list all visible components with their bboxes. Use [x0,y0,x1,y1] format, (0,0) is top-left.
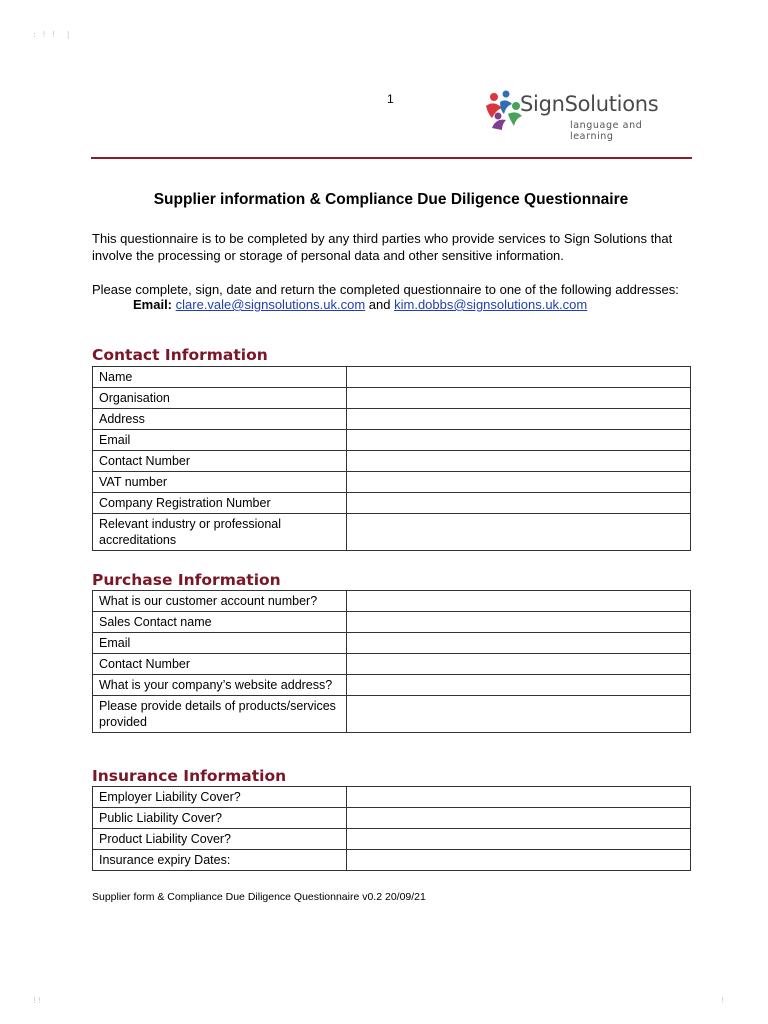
contact-table [92,366,691,551]
table-row [93,675,691,696]
table-row [93,409,691,430]
answer-field[interactable] [347,633,691,654]
table-row [93,829,691,850]
answer-field[interactable] [347,493,691,514]
table-row [93,808,691,829]
email-link-kim[interactable]: kim.dobbs@signsolutions.uk.com [394,297,588,312]
row-label: What is your company’s website address? [93,675,347,696]
contact-section-heading: Contact Information [92,346,268,364]
email-label: Email: [133,297,173,312]
table-row [93,514,691,551]
email-link-clare[interactable]: clare.vale@signsolutions.uk.com [175,297,366,312]
answer-field[interactable] [347,675,691,696]
row-label: Contact Number [93,451,347,472]
answer-field[interactable] [347,808,691,829]
table-row [93,850,691,871]
answer-field[interactable] [347,654,691,675]
row-label: Public Liability Cover? [93,808,347,829]
document-title: Supplier information & Compliance Due Diligence Questionnaire [153,191,629,208]
row-label: Sales Contact name [93,612,347,633]
row-label: Email [93,430,347,451]
row-label: What is our customer account number? [93,591,347,612]
answer-field[interactable] [347,409,691,430]
answer-field[interactable] [347,472,691,493]
row-label: Name [93,367,347,388]
company-logo [484,86,664,142]
table-row [93,451,691,472]
row-label: Email [93,633,347,654]
row-label: Organisation [93,388,347,409]
answer-field[interactable] [347,787,691,808]
logo-wordmark: SignSolutions [520,92,659,116]
row-label: Contact Number [93,654,347,675]
answer-field[interactable] [347,612,691,633]
row-label: Relevant industry or professional accreditations [93,514,347,551]
answer-field[interactable] [347,850,691,871]
table-row [93,696,691,733]
row-label: Address [93,409,347,430]
email-line [133,297,587,312]
row-label: Product Liability Cover? [93,829,347,850]
table-row [93,654,691,675]
answer-field[interactable] [347,591,691,612]
answer-field[interactable] [347,367,691,388]
header-divider [91,157,692,159]
answer-field[interactable] [347,514,691,551]
table-row [93,388,691,409]
answer-field[interactable] [347,451,691,472]
table-row [93,472,691,493]
table-row [93,493,691,514]
table-row [93,633,691,654]
table-row [93,367,691,388]
logo-figures-icon [484,88,524,130]
document-footer: Supplier form & Compliance Due Diligence Questionnaire v0.2 20/09/21 [92,891,426,903]
answer-field[interactable] [347,430,691,451]
purchase-section-heading: Purchase Information [92,571,281,589]
table-row [93,787,691,808]
instructions-paragraph: Please complete, sign, date and return the completed questionnaire to one of the following addresses: [92,282,679,297]
scan-mark: ! [720,996,725,1005]
answer-field[interactable] [347,696,691,733]
answer-field[interactable] [347,388,691,409]
scan-mark: !! [32,996,42,1005]
logo-tagline: language and learning [570,120,643,142]
table-row [93,612,691,633]
email-joiner: and [368,297,391,312]
answer-field[interactable] [347,829,691,850]
insurance-table [92,786,691,871]
table-row [93,591,691,612]
purchase-table [92,590,691,733]
row-label: Company Registration Number [93,493,347,514]
row-label: VAT number [93,472,347,493]
page-number: 1 [387,92,394,106]
table-row [93,430,691,451]
row-label: Insurance expiry Dates: [93,850,347,871]
insurance-section-heading: Insurance Information [92,767,287,785]
row-label: Please provide details of products/services provided [93,696,347,733]
scan-mark: : ! ! | [32,30,71,39]
row-label: Employer Liability Cover? [93,787,347,808]
intro-paragraph: This questionnaire is to be completed by any third parties who provide services to Sign Solutions that involve the processing or storage of personal data and other sensitive information. [92,231,673,263]
